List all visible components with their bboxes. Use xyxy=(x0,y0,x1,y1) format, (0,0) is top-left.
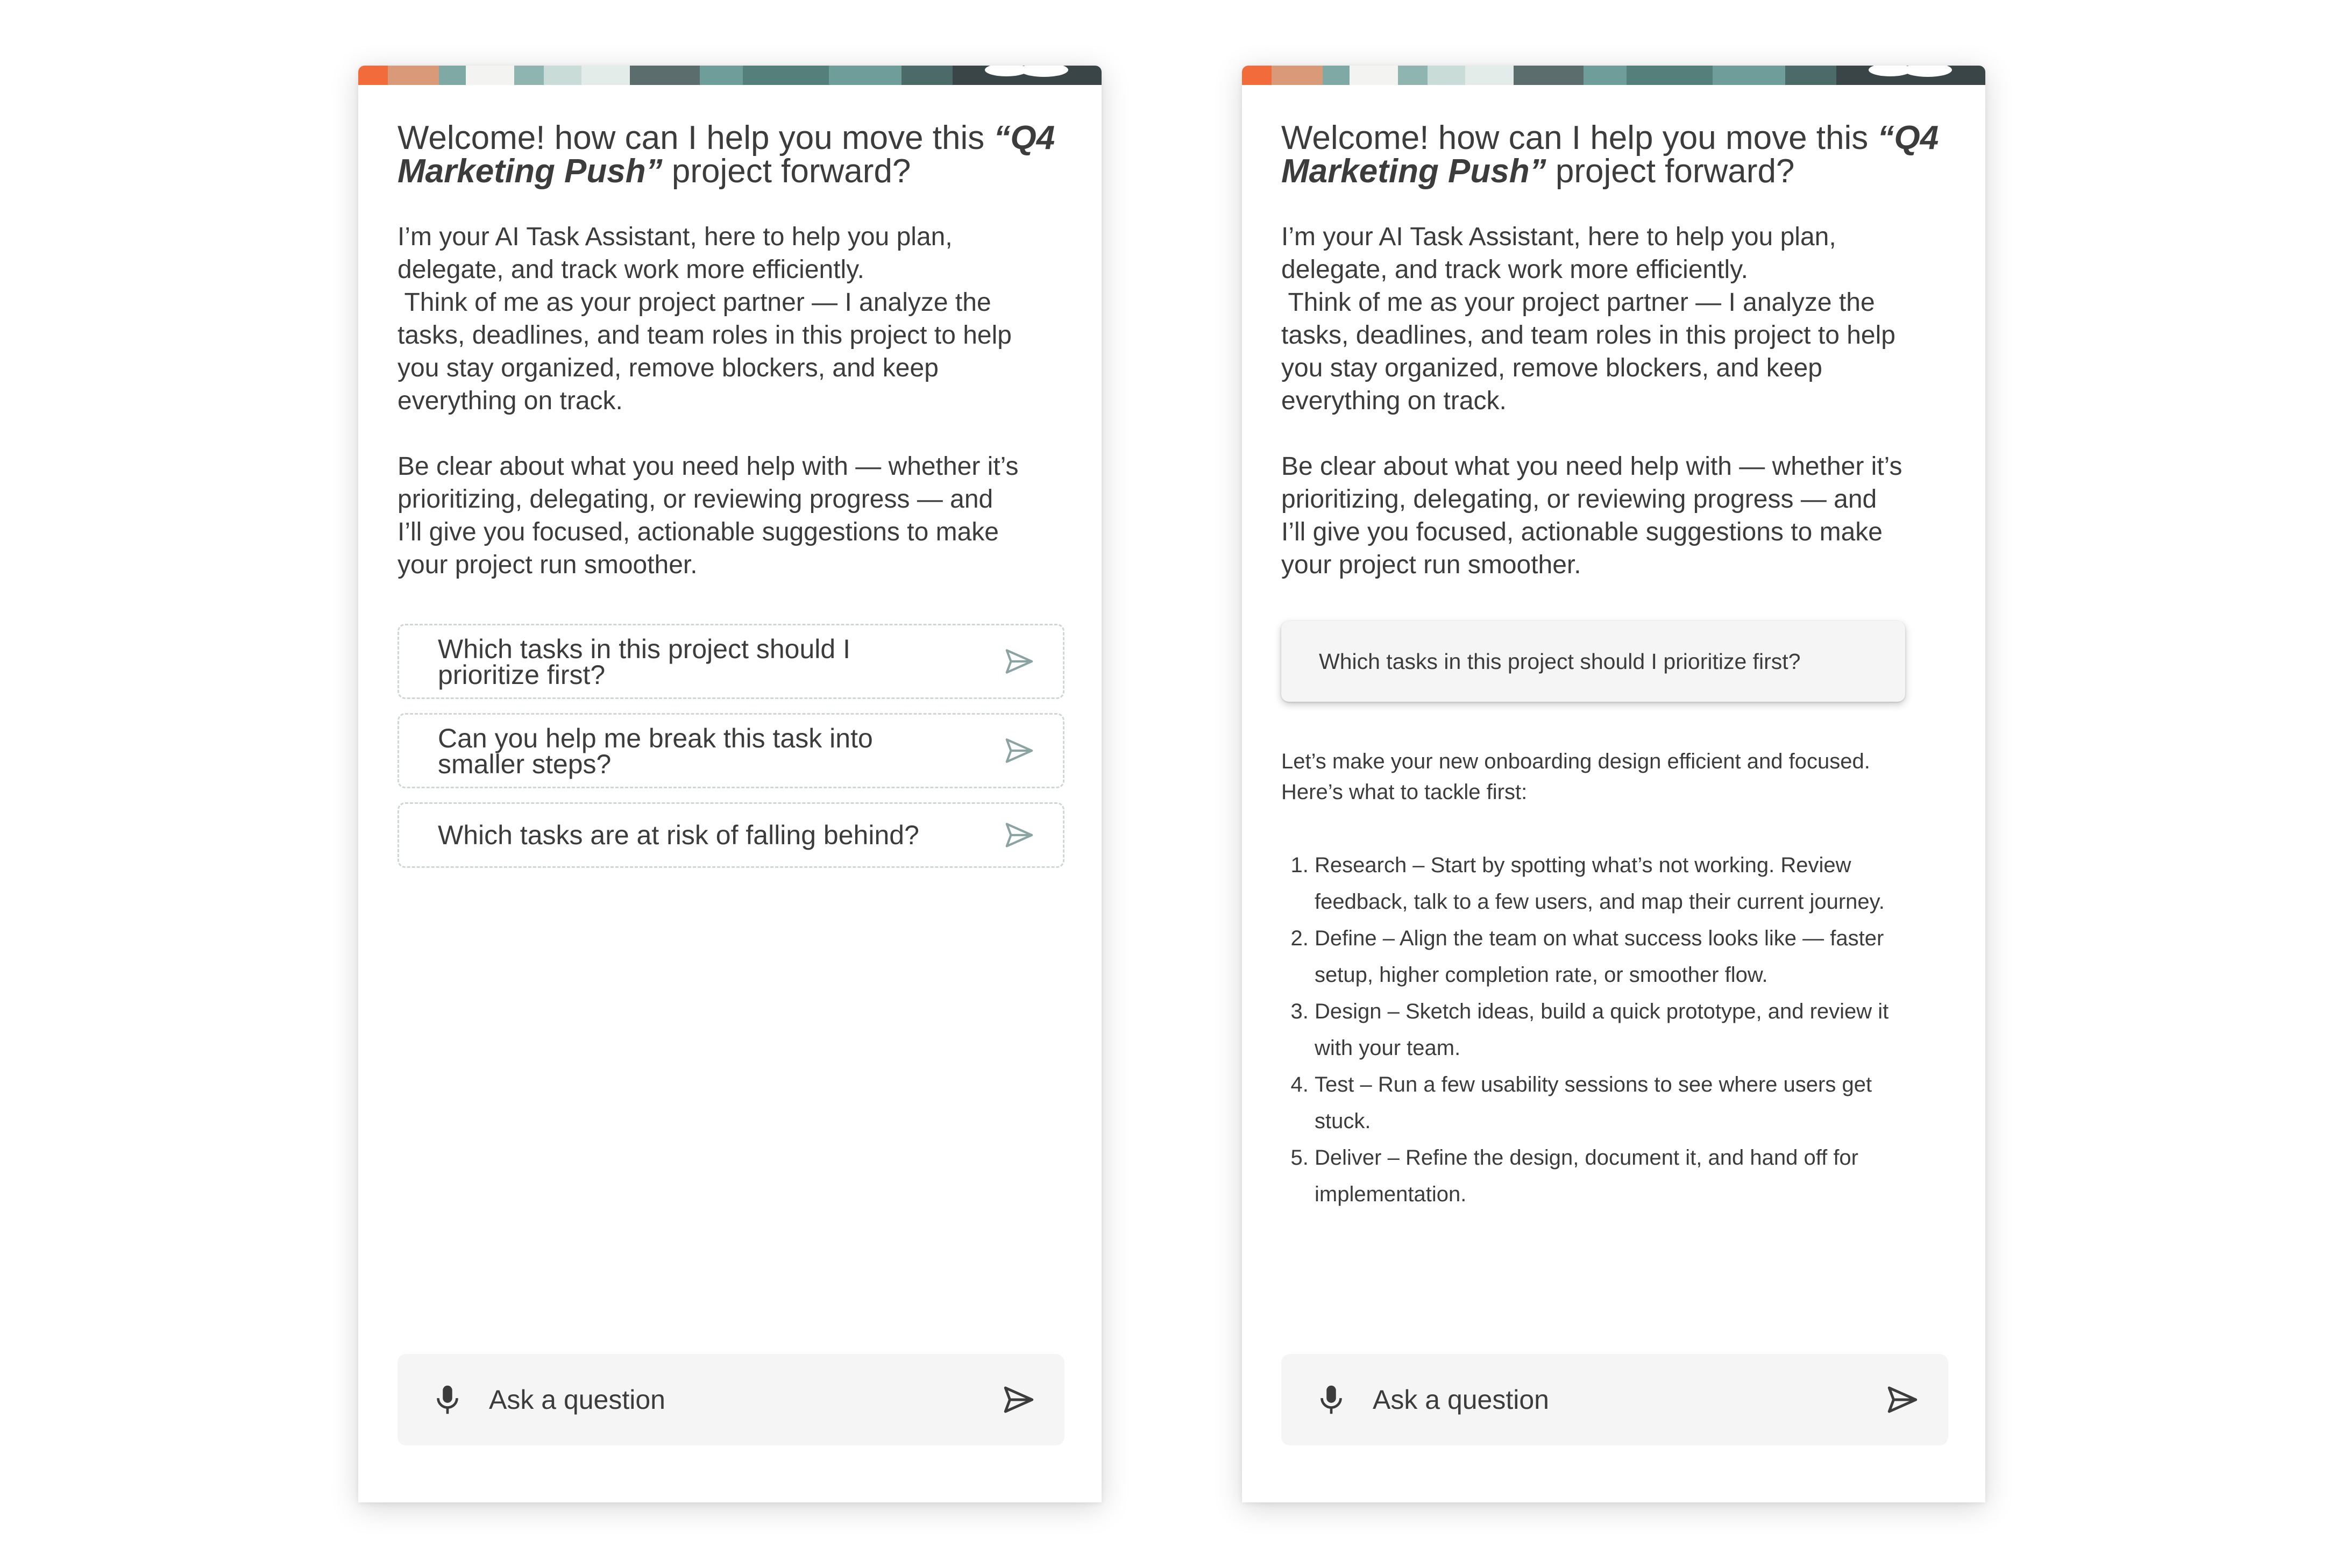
user-question-bubble xyxy=(1281,621,1905,702)
assistant-intro: I’m your AI Task Assistant, here to help you plan, delegate, and track work more efficiently. Think of me as your project partner — I analyze the tasks, deadlines, and team roles in this project to help you stay organized, remove blockers, and keep everything on track. xyxy=(397,223,1012,415)
answer-step: 4. Test – Run a few usability sessions to see where users get stuck. xyxy=(1315,1066,1948,1139)
send-icon[interactable] xyxy=(1003,645,1036,678)
suggested-prompt-text: Can you help me break this task into smaller steps? xyxy=(438,723,873,779)
assistant-answer-steps xyxy=(1281,847,1948,1213)
assistant-guidance: Be clear about what you need help with — whether it’s prioritizing, delegating, or reviewing progress — and I’ll give you focused, actionable suggestions to make your project run smoother. xyxy=(1281,452,1902,579)
suggested-prompt-break-down[interactable] xyxy=(397,713,1064,788)
answer-step: 3. Design – Sketch ideas, build a quick prototype, and review it with your team. xyxy=(1315,993,1948,1066)
assistant-intro: I’m your AI Task Assistant, here to help you plan, delegate, and track work more efficiently. Think of me as your project partner — I analyze the tasks, deadlines, and team roles in this project to help you stay organized, remove blockers, and keep everything on track. xyxy=(1281,223,1895,415)
suggested-prompt-text: Which tasks are at risk of falling behind? xyxy=(438,820,919,850)
welcome-heading: Welcome! how can I help you move this “Q4 Marketing Push” project forward? xyxy=(1281,119,1939,190)
send-icon[interactable] xyxy=(1003,734,1036,767)
assistant-panel-initial xyxy=(358,66,1102,1502)
question-input-bar[interactable] xyxy=(1281,1354,1948,1445)
question-input[interactable]: Ask a question xyxy=(489,1385,665,1415)
answer-step: 1. Research – Start by spotting what’s not working. Review feedback, talk to a few users, and map their current journey. xyxy=(1315,847,1948,920)
question-input-bar[interactable] xyxy=(397,1354,1064,1445)
send-icon[interactable] xyxy=(1001,1382,1036,1417)
send-icon[interactable] xyxy=(1003,818,1036,852)
microphone-icon[interactable] xyxy=(1312,1381,1350,1419)
assistant-guidance: Be clear about what you need help with — whether it’s prioritizing, delegating, or reviewing progress — and I’ll give you focused, actionable suggestions to make your project run smoother. xyxy=(397,452,1019,579)
answer-step: 2. Define – Align the team on what success looks like — faster setup, higher completion rate, or smoother flow. xyxy=(1315,920,1948,993)
send-icon[interactable] xyxy=(1885,1382,1920,1417)
decorative-header-banner xyxy=(358,66,1102,85)
assistant-content xyxy=(397,119,1064,882)
welcome-heading: Welcome! how can I help you move this “Q4 Marketing Push” project forward? xyxy=(397,119,1055,190)
assistant-answer-intro: Let’s make your new onboarding design efficient and focused. Here’s what to tackle first: xyxy=(1281,750,1870,804)
assistant-content xyxy=(1281,119,1948,1213)
suggested-prompt-prioritize[interactable] xyxy=(397,624,1064,699)
microphone-icon[interactable] xyxy=(429,1381,466,1419)
assistant-panel-answered xyxy=(1242,66,1985,1502)
user-question-text: Which tasks in this project should I prioritize first? xyxy=(1319,648,1801,674)
question-input[interactable]: Ask a question xyxy=(1373,1385,1549,1415)
answer-step: 5. Deliver – Refine the design, document it, and hand off for implementation. xyxy=(1315,1139,1948,1213)
suggested-prompt-at-risk[interactable] xyxy=(397,802,1064,868)
decorative-header-banner xyxy=(1242,66,1985,85)
suggested-prompt-text: Which tasks in this project should I prioritize first? xyxy=(438,634,850,690)
suggested-prompts xyxy=(397,624,1064,868)
